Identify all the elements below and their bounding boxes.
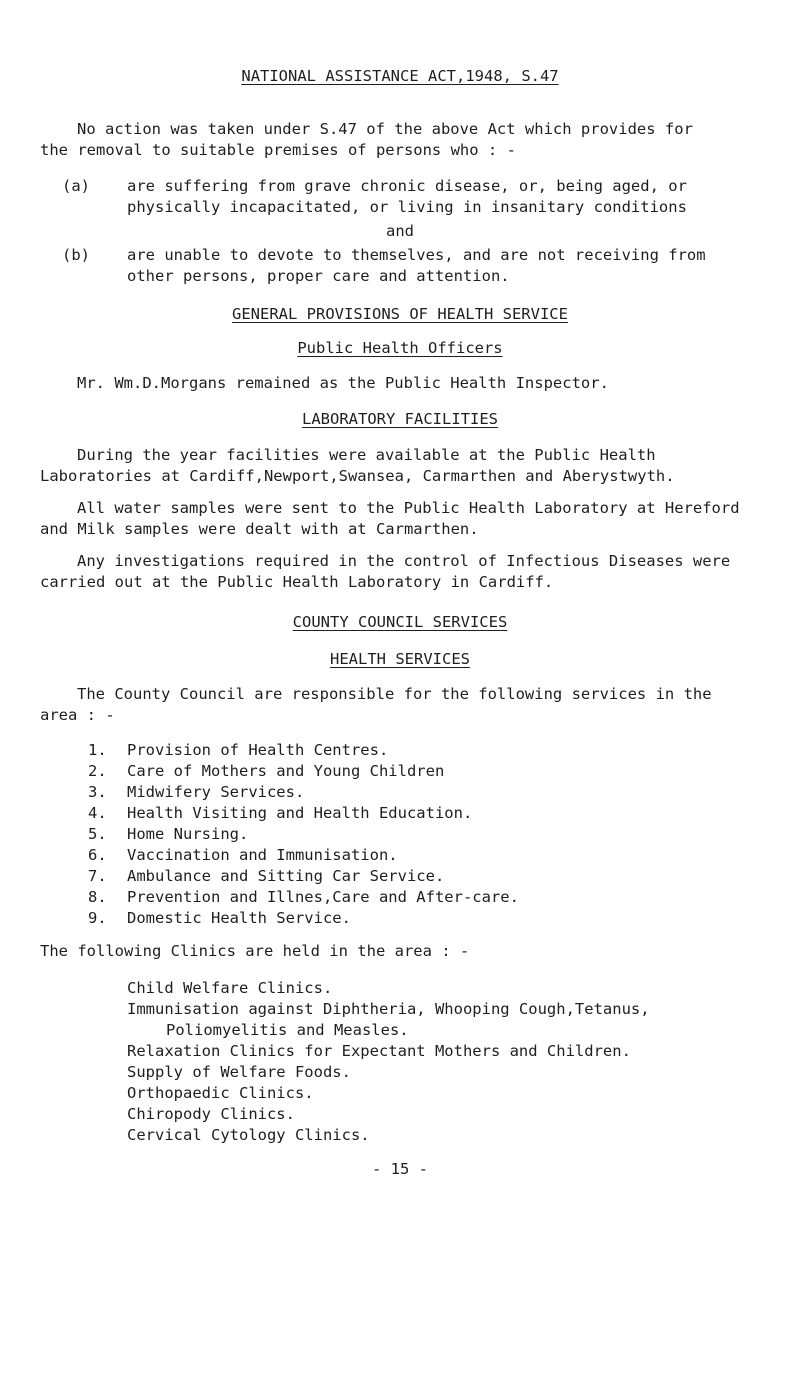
county-intro-line-1: The County Council are responsible for the following services in the xyxy=(77,685,712,703)
county-intro-line-2: area : - xyxy=(40,706,115,724)
page-title: NATIONAL ASSISTANCE ACT,1948, S.47 xyxy=(241,67,559,85)
intro-line-2: the removal to suitable premises of persons who : - xyxy=(40,141,516,159)
officer-text: Mr. Wm.D.Morgans remained as the Public Health Inspector. xyxy=(77,374,609,392)
clinic-item: Child Welfare Clinics. xyxy=(127,979,333,997)
service-item: Prevention and Illnes,Care and After-care. xyxy=(127,888,519,906)
clinic-item: Relaxation Clinics for Expectant Mothers and Children. xyxy=(127,1042,631,1060)
service-number: 6. xyxy=(88,846,107,864)
condition-a-line-1: are suffering from grave chronic disease, or, being aged, or xyxy=(127,177,687,195)
clinic-item: Immunisation against Diphtheria, Whooping Cough,Tetanus, xyxy=(127,1000,650,1018)
lab-para-3-line-1: Any investigations required in the control of Infectious Diseases were xyxy=(77,552,731,570)
service-item: Home Nursing. xyxy=(127,825,249,843)
condition-b-line-1: are unable to devote to themselves, and are not receiving from xyxy=(127,246,706,264)
general-provisions-heading: GENERAL PROVISIONS OF HEALTH SERVICE xyxy=(232,305,568,323)
clinic-item: Chiropody Clinics. xyxy=(127,1105,295,1123)
service-number: 4. xyxy=(88,804,107,822)
lab-para-1-line-1: During the year facilities were available at the Public Health xyxy=(77,446,656,464)
service-number: 5. xyxy=(88,825,107,843)
condition-b-line-2: other persons, proper care and attention. xyxy=(127,267,510,285)
service-item: Vaccination and Immunisation. xyxy=(127,846,398,864)
condition-a-label: (a) xyxy=(62,177,90,195)
lab-para-3-line-2: carried out at the Public Health Laboratory in Cardiff. xyxy=(40,573,554,591)
condition-b-label: (b) xyxy=(62,246,90,264)
clinic-item: Poliomyelitis and Measles. xyxy=(166,1021,409,1039)
service-number: 3. xyxy=(88,783,107,801)
intro-line-1: No action was taken under S.47 of the above Act which provides for xyxy=(77,120,693,138)
lab-para-2-line-1: All water samples were sent to the Public Health Laboratory at Hereford xyxy=(77,499,740,517)
service-item: Ambulance and Sitting Car Service. xyxy=(127,867,445,885)
clinic-item: Cervical Cytology Clinics. xyxy=(127,1126,370,1144)
clinic-item: Orthopaedic Clinics. xyxy=(127,1084,314,1102)
and-connector: and xyxy=(386,222,414,240)
clinic-item: Supply of Welfare Foods. xyxy=(127,1063,351,1081)
county-council-heading: COUNTY COUNCIL SERVICES xyxy=(292,613,508,631)
service-item: Health Visiting and Health Education. xyxy=(127,804,473,822)
service-item: Domestic Health Service. xyxy=(127,909,351,927)
service-item: Care of Mothers and Young Children xyxy=(127,762,445,780)
service-number: 7. xyxy=(88,867,107,885)
service-item: Provision of Health Centres. xyxy=(127,741,389,759)
condition-a-line-2: physically incapacitated, or living in insanitary conditions xyxy=(127,198,687,216)
public-health-officers-heading: Public Health Officers xyxy=(297,339,503,357)
clinics-intro: The following Clinics are held in the area : - xyxy=(40,942,470,960)
service-number: 1. xyxy=(88,741,107,759)
page-number: - 15 - xyxy=(372,1160,428,1178)
lab-para-1-line-2: Laboratories at Cardiff,Newport,Swansea, Carmarthen and Aberystwyth. xyxy=(40,467,675,485)
lab-para-2-line-2: and Milk samples were dealt with at Carmarthen. xyxy=(40,520,479,538)
health-services-heading: HEALTH SERVICES xyxy=(330,650,470,668)
service-number: 8. xyxy=(88,888,107,906)
service-number: 9. xyxy=(88,909,107,927)
service-item: Midwifery Services. xyxy=(127,783,305,801)
laboratory-heading: LABORATORY FACILITIES xyxy=(302,410,498,428)
service-number: 2. xyxy=(88,762,107,780)
